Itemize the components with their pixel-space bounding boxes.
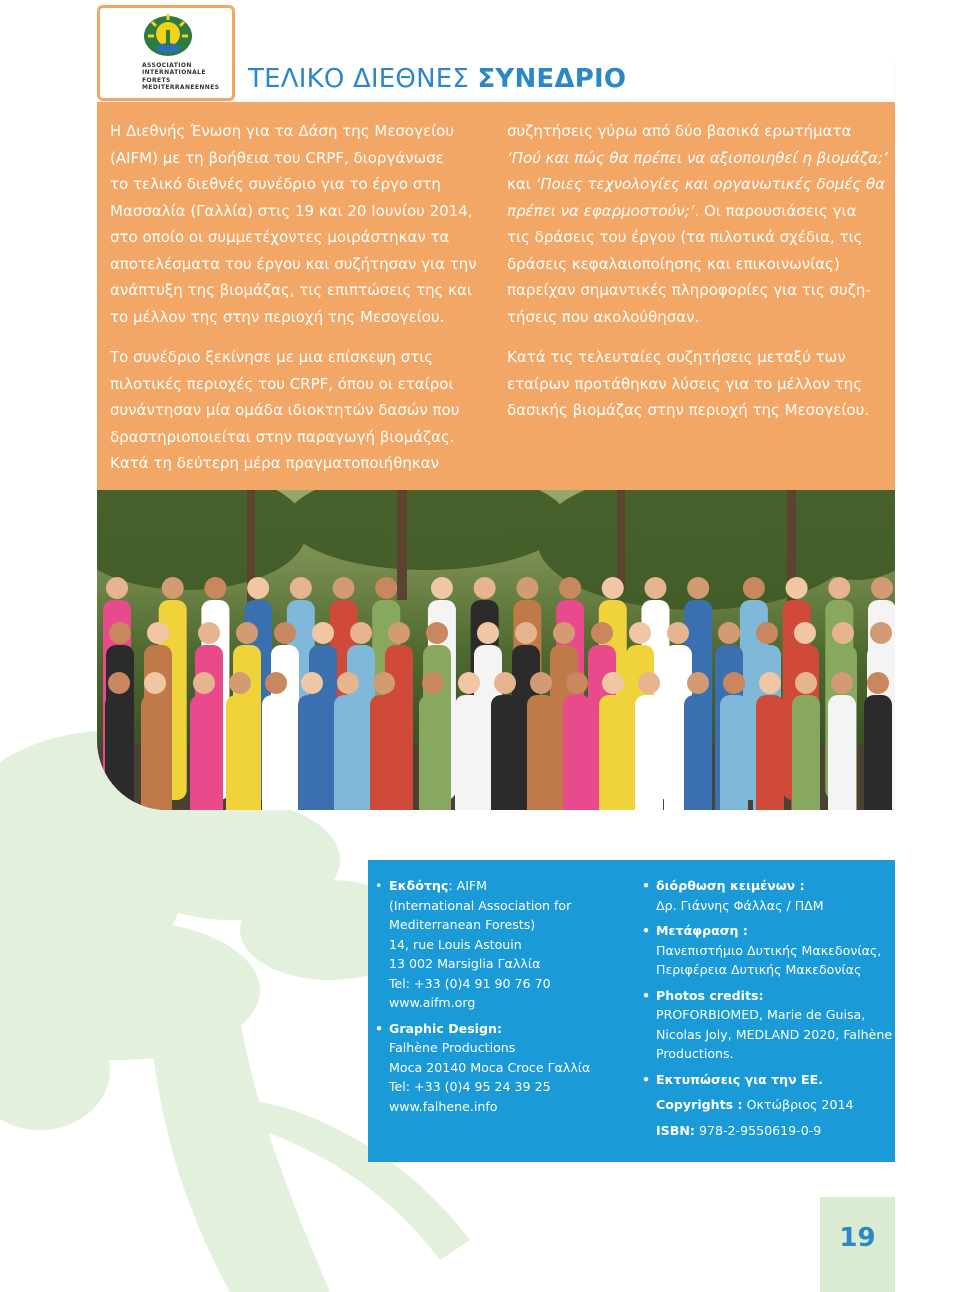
person-head xyxy=(388,622,410,644)
person-head xyxy=(458,672,480,694)
person-head xyxy=(373,672,395,694)
person-head xyxy=(831,672,853,694)
text-line: τις δράσεις του έργου (τα πιλοτικά σχέδια, τις xyxy=(507,228,863,246)
person-head xyxy=(515,622,537,644)
isbn-label: ISBN: xyxy=(656,1122,695,1138)
credit-line: Nicolas Joly, MEDLAND 2020, Falhène xyxy=(656,1026,893,1042)
text-line: δραστηριοποιείται στην παραγωγή βιομάζας. xyxy=(110,427,455,446)
credit-line: 13 002 Marsiglia Γαλλία xyxy=(389,956,541,971)
text-fragment: . Οι παρουσιάσεις για xyxy=(694,201,857,220)
credits-right-column xyxy=(656,876,892,1140)
text-line: συζητήσεις γύρω από δύο βασικά ερωτήματα xyxy=(507,122,852,140)
person-head xyxy=(301,672,323,694)
text-line: Κατά τις τελευταίες συζητήσεις μεταξύ των xyxy=(507,348,846,366)
text-column-left xyxy=(110,118,477,477)
translation-label: • Μετάφραση : xyxy=(656,921,892,941)
person-head xyxy=(204,577,226,599)
person-body xyxy=(864,695,892,810)
person-head xyxy=(312,622,334,644)
text-line: Κατά τη δεύτερη μέρα πραγματοποιήθηκαν xyxy=(110,454,439,472)
person-head xyxy=(109,622,131,644)
person-body xyxy=(491,695,519,810)
person-body xyxy=(334,695,362,810)
credit-line: Moca 20140 Moca Croce Γαλλία xyxy=(389,1059,591,1075)
design-label: • Graphic Design: xyxy=(389,1019,590,1039)
credit-line: Falhène Productions xyxy=(389,1040,516,1055)
person-head xyxy=(106,577,128,599)
person-body xyxy=(684,695,712,810)
logo-line: INTERNATIONALE xyxy=(142,69,206,77)
person-head xyxy=(516,577,538,599)
text-fragment: και xyxy=(507,175,536,193)
credit-line: Tel: +33 (0)4 95 24 39 25 xyxy=(389,1079,551,1094)
person-head xyxy=(108,672,130,694)
page-number: 19 xyxy=(839,1223,876,1253)
publisher-website[interactable]: www.aifm.org xyxy=(389,995,476,1010)
publisher-label: Εκδότης xyxy=(389,878,449,893)
person-head xyxy=(687,577,709,599)
copyright-value: Οκτώβριος 2014 xyxy=(742,1097,854,1112)
person-head xyxy=(638,672,660,694)
editing-label: • διόρθωση κειμένων : xyxy=(656,876,892,896)
credit-line: Δρ. Γιάννης Φάλλας / ΠΔΜ xyxy=(656,897,824,913)
tree-sun-logo-icon xyxy=(140,12,196,60)
text-line: παρείχαν σημαντικές πληροφορίες για τις συζη- xyxy=(507,281,871,299)
logo-text xyxy=(142,62,219,92)
person-head xyxy=(559,577,581,599)
group-photo xyxy=(97,490,895,810)
page-title xyxy=(248,64,626,94)
credit-line: Tel: +33 (0)4 91 90 76 70 xyxy=(389,975,551,991)
person-head xyxy=(494,672,516,694)
person-head xyxy=(871,577,893,599)
logo-line: ASSOCIATION xyxy=(142,62,192,69)
person-head xyxy=(337,672,359,694)
person-body xyxy=(419,695,447,810)
credit-line: Productions. xyxy=(656,1046,734,1061)
page-number-box xyxy=(820,1197,895,1292)
person-head xyxy=(718,622,740,644)
person-head xyxy=(333,577,355,599)
person-head xyxy=(229,672,251,694)
person-head xyxy=(786,577,808,599)
design-website[interactable]: www.falhene.info xyxy=(389,1098,498,1114)
person-body xyxy=(599,695,627,810)
person-head xyxy=(144,672,166,694)
person-body xyxy=(756,695,784,810)
person-body xyxy=(455,695,483,810)
person-body xyxy=(828,695,856,810)
person-head xyxy=(667,622,689,644)
person-head xyxy=(794,622,816,644)
question-2: ‘Ποιες τεχνολογίες και οργανωτικές δομές θα xyxy=(535,175,886,193)
person-head xyxy=(870,622,892,644)
association-logo xyxy=(97,5,235,101)
person-body xyxy=(298,695,326,810)
credit-line: (International Association for xyxy=(389,897,572,913)
question-2-end: πρέπει να εφαρμοστούν;’ xyxy=(507,201,695,220)
credit-line: Περιφέρεια Δυτικής Μακεδονίας xyxy=(656,962,862,977)
person-head xyxy=(828,577,850,599)
text-line: τήσεις που ακολούθησαν. xyxy=(507,307,700,326)
text-line: δασικής βιομάζας στην περιοχή της Μεσογείου. xyxy=(507,401,870,419)
person-head xyxy=(162,577,184,599)
person-head xyxy=(566,672,588,694)
person-head xyxy=(198,622,220,644)
person-head xyxy=(274,622,296,644)
credit-line: 14, rue Louis Astouin xyxy=(389,936,522,952)
person-body xyxy=(226,695,254,810)
text-line: πιλοτικές περιοχές του CRPF, όπου οι εταίροι xyxy=(110,374,454,393)
person-head xyxy=(602,577,624,599)
person-head xyxy=(795,672,817,694)
text-line: το τελικό διεθνές συνέδριο για το έργο στη xyxy=(110,175,441,193)
person-body xyxy=(527,695,555,810)
person-head xyxy=(375,577,397,599)
credits-left-column xyxy=(389,876,590,1116)
text-line: Μασσαλία (Γαλλία) στις 19 και 20 Ιουνίου 2014, xyxy=(110,201,473,220)
print-label: • Εκτυπώσεις για την ΕΕ. xyxy=(656,1070,892,1090)
person-head xyxy=(629,622,651,644)
person-head xyxy=(723,672,745,694)
logo-line: MEDITERRANEENNES xyxy=(142,84,220,92)
person-head xyxy=(147,622,169,644)
text-line: στο οποίο οι συμμετέχοντες μοιράστηκαν τα xyxy=(110,228,450,246)
person-body xyxy=(635,695,663,810)
person-head xyxy=(422,672,444,694)
isbn-value: 978-2-9550619-0-9 xyxy=(694,1122,822,1138)
person-body xyxy=(792,695,820,810)
person-head xyxy=(247,577,269,599)
person-head xyxy=(265,672,287,694)
text-line: δράσεις κεφαλαιοποίησης και επικοινωνίας) xyxy=(507,254,840,273)
person-head xyxy=(236,622,258,644)
person-head xyxy=(602,672,624,694)
person-body xyxy=(720,695,748,810)
publisher-value: : AIFM xyxy=(448,878,488,893)
person-head xyxy=(290,577,312,599)
copyright-label: Copyrights : xyxy=(656,1097,743,1112)
person-head xyxy=(687,672,709,694)
text-line: ανάπτυξη της βιομάζας, τις επιπτώσεις της και xyxy=(110,281,472,299)
text-line: Το συνέδριο ξεκίνησε με μια επίσκεψη στις xyxy=(110,348,434,366)
text-column-right xyxy=(507,118,888,424)
person-head xyxy=(832,622,854,644)
person-head xyxy=(743,577,765,599)
text-line: αποτελέσματα του έργου και συζήτησαν για την xyxy=(110,254,477,273)
text-line: (AIFM) με τη βοήθεια του CRPF, διοργάνωσε xyxy=(110,148,444,167)
logo-line: FORETS xyxy=(142,76,171,84)
person-body xyxy=(262,695,290,810)
person-body xyxy=(370,695,398,810)
title-bold: ΣΥΝΕΔΡΙΟ xyxy=(477,64,627,94)
credit-line: PROFORBIOMED, Marie de Guisa, xyxy=(656,1007,866,1022)
person-head xyxy=(426,622,448,644)
text-line: Η Διεθνής Ένωση για τα Δάση της Μεσογείου xyxy=(110,122,455,140)
person-head xyxy=(477,622,499,644)
person-head xyxy=(591,622,613,644)
person-body xyxy=(563,695,591,810)
text-line: συνάντησαν μία ομάδα ιδιοκτητών δασών που xyxy=(110,401,460,419)
credit-line: Πανεπιστήμιο Δυτικής Μακεδονίας, xyxy=(656,942,882,958)
person-body xyxy=(190,695,218,810)
person-head xyxy=(759,672,781,694)
photos-label: • Photos credits: xyxy=(656,986,892,1006)
person-head xyxy=(756,622,778,644)
person-head xyxy=(644,577,666,599)
person-head xyxy=(553,622,575,644)
credit-line: Mediterranean Forests) xyxy=(389,917,536,932)
person-head xyxy=(474,577,496,599)
person-body xyxy=(141,695,169,810)
person-head xyxy=(431,577,453,599)
person-head xyxy=(530,672,552,694)
title-light: ΤΕΛΙΚΟ ΔΙΕΘΝΕΣ xyxy=(248,64,478,94)
text-line: εταίρων προτάθηκαν λύσεις για το μέλλον της xyxy=(507,374,863,393)
question-1: ‘Πού και πώς θα πρέπει να αξιοποιηθεί η βιομάζα;’ xyxy=(507,148,888,167)
person-head xyxy=(867,672,889,694)
person-head xyxy=(350,622,372,644)
text-line: το μέλλον της στην περιοχή της Μεσογείου. xyxy=(110,307,445,326)
person-head xyxy=(193,672,215,694)
